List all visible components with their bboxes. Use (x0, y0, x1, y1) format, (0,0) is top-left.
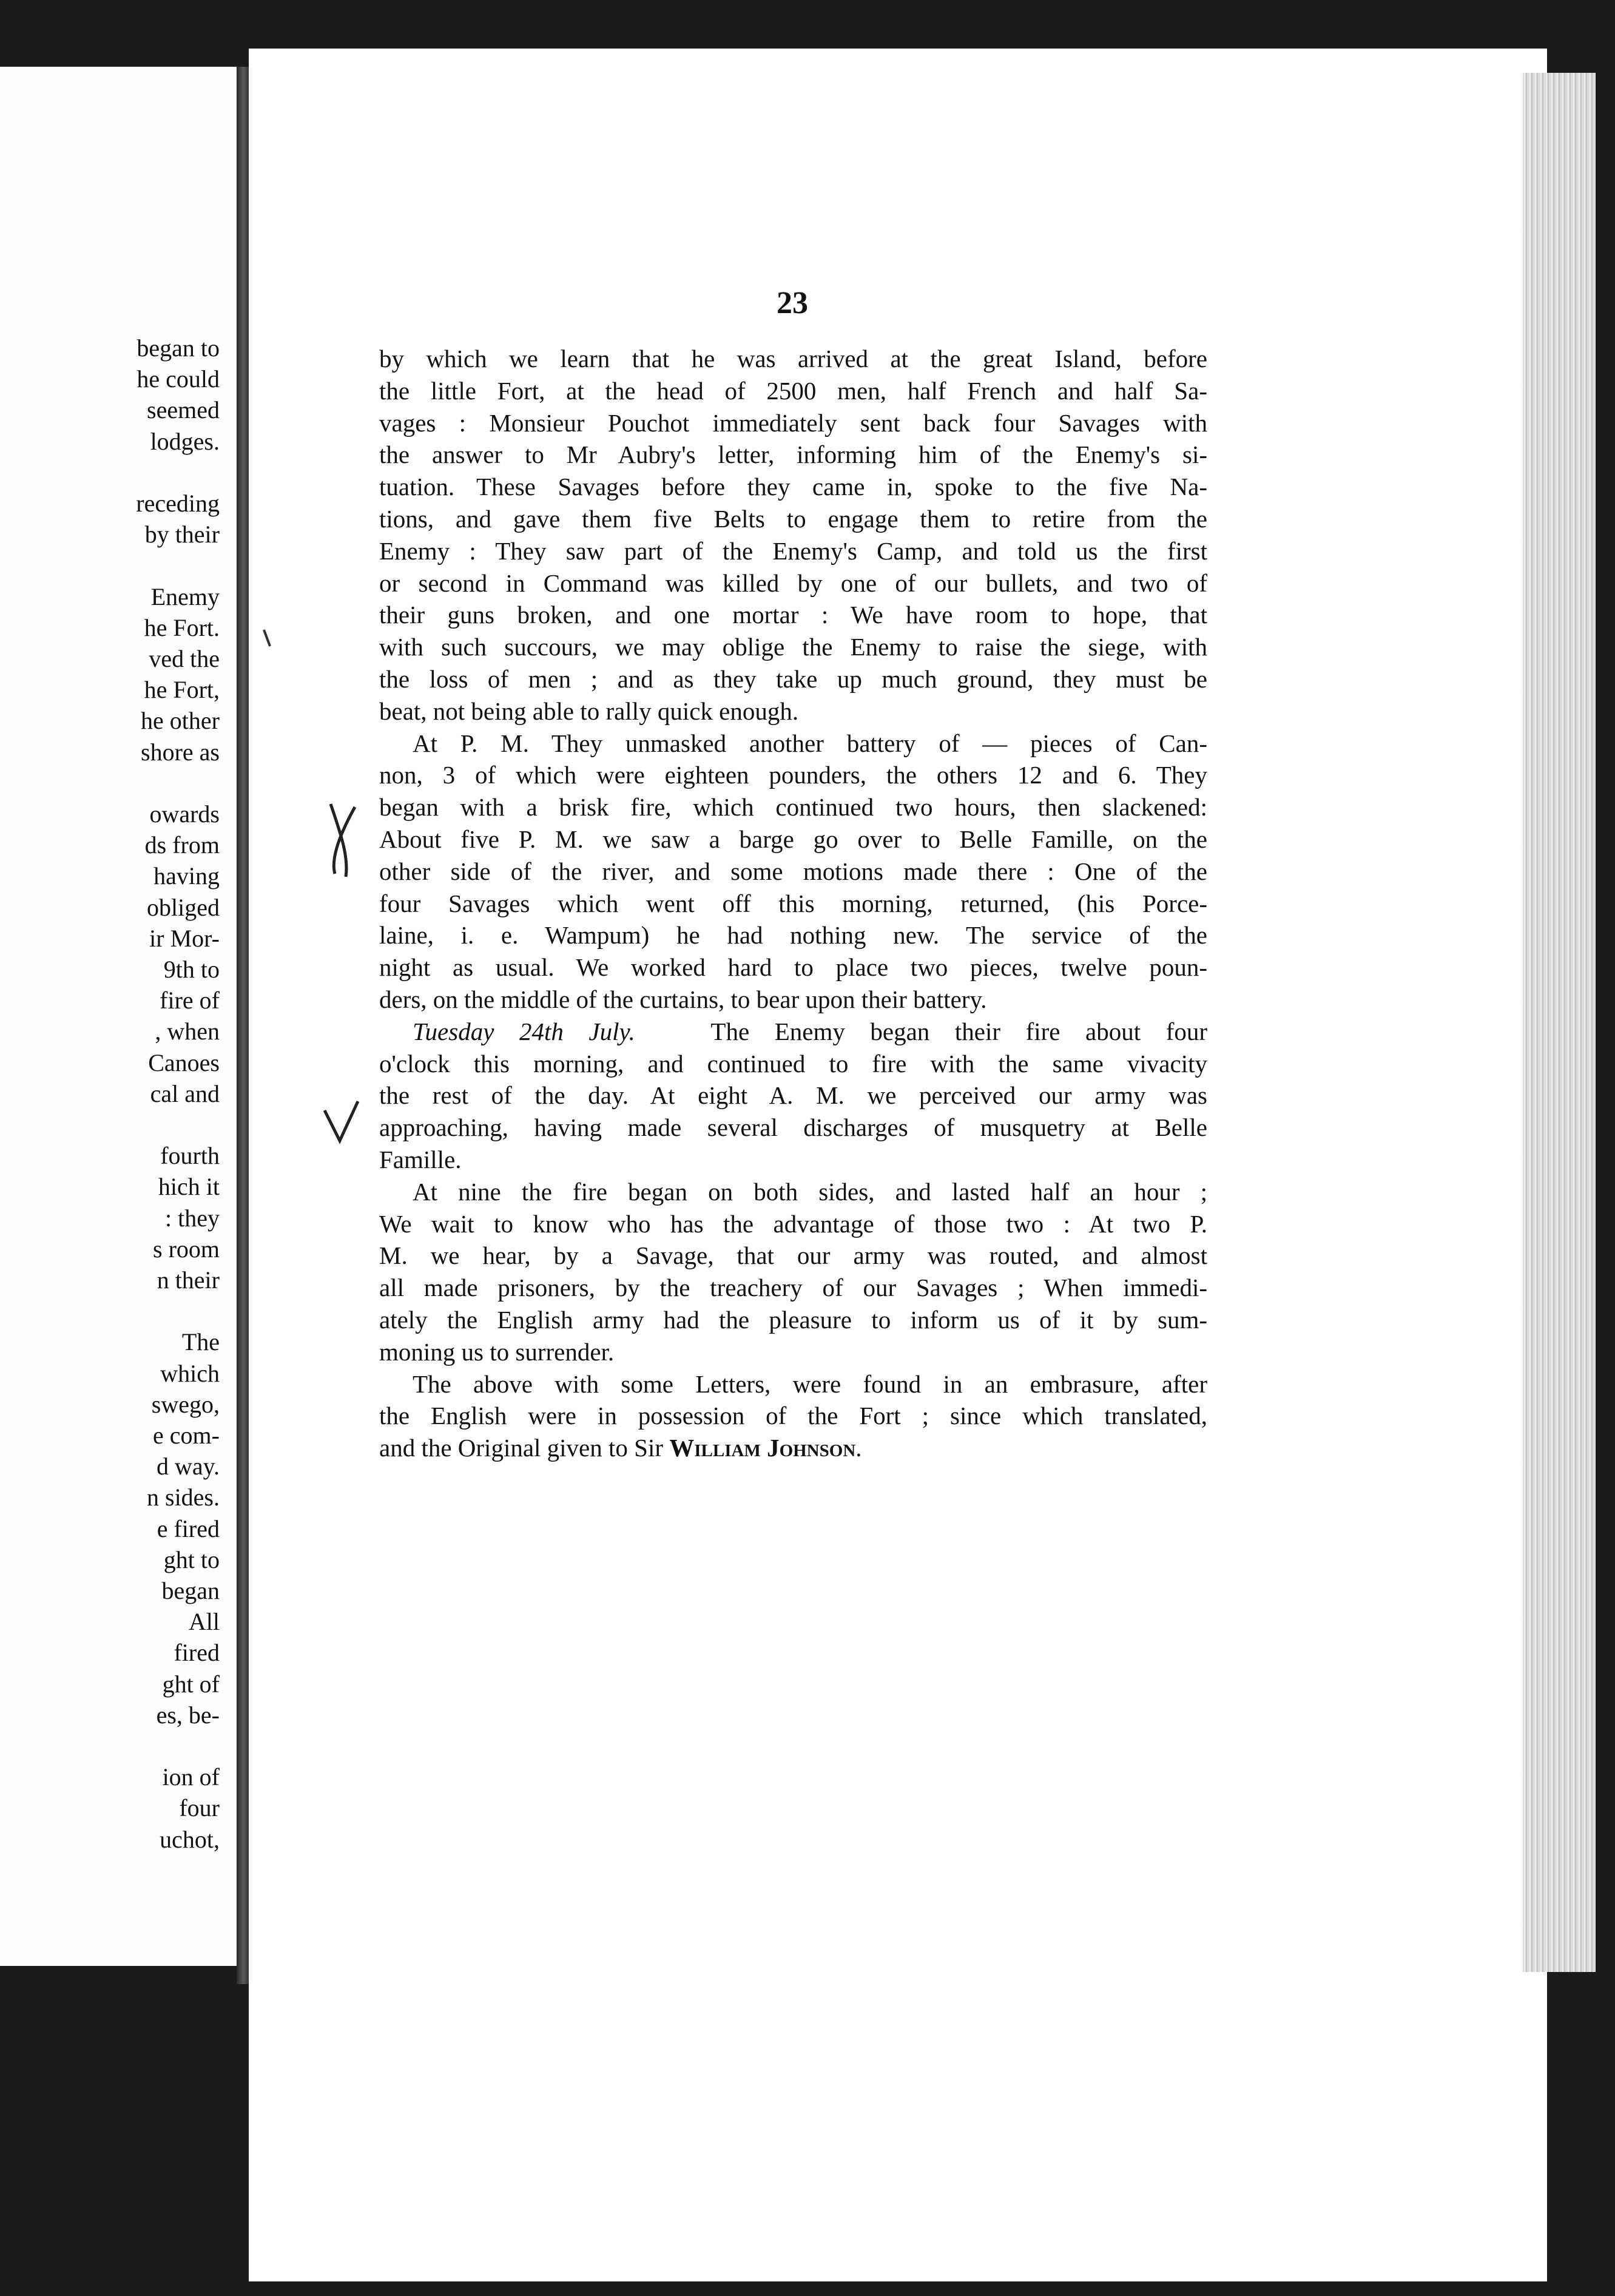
text-line: all made prisoners, by the treachery of our Savages ; When immedi- (379, 1274, 1207, 1302)
left-page-line: ght to (163, 1545, 220, 1573)
left-page-line: es, be- (156, 1701, 220, 1729)
left-page-line: began to (137, 334, 220, 362)
left-page-line: All (188, 1608, 220, 1636)
text-line: night as usual. We worked hard to place two pieces, twelve poun- (379, 953, 1207, 982)
page-number: 23 (777, 286, 808, 320)
text-line: the answer to Mr Aubry's letter, informing him of the Enemy's si- (379, 441, 1207, 469)
date-heading: Tuesday 24th July. (413, 1017, 635, 1045)
text-line: Famille. (379, 1145, 462, 1173)
left-page-line: obliged (147, 893, 220, 921)
left-page-line: lodges. (150, 427, 220, 455)
text-line: At P. M. They unmasked another battery of — pieces of Can- (413, 729, 1207, 757)
text-line: approaching, having made several discharges of musquetry at Belle (379, 1113, 1207, 1142)
text-line: o'clock this morning, and continued to fire with the same vivacity (379, 1049, 1207, 1078)
text-line: their guns broken, and one mortar : We have room to hope, that (379, 601, 1207, 629)
left-page-line: s room (153, 1235, 220, 1263)
text-line: non, 3 of which were eighteen pounders, the others 12 and 6. They (379, 761, 1207, 789)
text-line: by which we learn that he was arrived at the great Island, before (379, 345, 1207, 373)
text-line: four Savages which went off this morning, returned, (his Porce- (379, 889, 1207, 917)
left-page-line: fired (174, 1639, 220, 1667)
text-line: with such succours, we may oblige the Enemy to raise the siege, with (379, 633, 1207, 661)
text-line: ders, on the middle of the curtains, to bear upon their battery. (379, 985, 987, 1013)
margin-check-mark (325, 1101, 358, 1141)
left-page-line: Canoes (148, 1048, 220, 1076)
signature-suffix: . (855, 1434, 862, 1462)
text-line: tions, and gave them five Belts to engage them to retire from the (379, 504, 1207, 533)
text-line: At nine the fire began on both sides, and lasted half an hour ; (413, 1177, 1207, 1206)
text-line: The Enemy began their fire about four (710, 1017, 1208, 1045)
text-line: laine, i. e. Wampum) he had nothing new. The service of the (379, 921, 1207, 950)
left-page-line: n sides. (147, 1484, 220, 1511)
text-line: tuation. These Savages before they came in, spoke to the five Na- (379, 473, 1207, 501)
left-page-line: ght of (162, 1670, 220, 1698)
text-line: ately the English army had the pleasure to inform us of it by sum- (379, 1305, 1207, 1334)
text-line: other side of the river, and some motions made there : One of the (379, 857, 1207, 885)
left-page-line: owards (149, 800, 220, 828)
left-page-line: e com- (153, 1422, 220, 1449)
left-page-line: which (160, 1359, 220, 1387)
left-page-line: fourth (160, 1142, 220, 1170)
left-page-line: receding (136, 490, 220, 517)
left-page-line: having (153, 862, 220, 890)
text-line: We wait to know who has the advantage of those two : At two P. (379, 1209, 1207, 1238)
text-line: and the Original given to Sir (379, 1434, 670, 1462)
left-page-line: ved the (149, 645, 220, 672)
left-page-line: , when (155, 1018, 220, 1045)
left-page-line: cal and (150, 1079, 220, 1107)
left-page-line: ir Mor- (149, 924, 220, 952)
text-line: the little Fort, at the head of 2500 men, half French and half Sa- (379, 376, 1207, 405)
left-page-line: ds from (144, 831, 220, 859)
left-page-line: fire of (160, 987, 220, 1015)
left-page-line: he could (137, 365, 220, 393)
left-page-line: began (161, 1577, 220, 1604)
left-page-line: d way. (156, 1453, 220, 1481)
left-page-line: Enemy (150, 582, 220, 610)
left-page-line: e fired (157, 1514, 220, 1542)
left-page-line: ion of (162, 1763, 220, 1791)
text-line: the English were in possession of the Fort ; since which translated, (379, 1402, 1207, 1430)
left-page-line: n their (157, 1266, 220, 1294)
text-line: or second in Command was killed by one of our bullets, and two of (379, 569, 1207, 597)
left-page-line: four (179, 1794, 220, 1822)
signature-name: William Johnson (669, 1434, 856, 1462)
margin-x-mark (331, 804, 355, 877)
left-page-line: hich it (158, 1173, 220, 1201)
left-page-line: by their (144, 521, 220, 549)
left-page-line: seemed (147, 396, 220, 424)
text-line: About five P. M. we saw a barge go over to Belle Famille, on the (379, 825, 1207, 853)
left-page-line: he Fort. (144, 613, 220, 641)
text-line: M. we hear, by a Savage, that our army was routed, and almost (379, 1241, 1207, 1270)
text-line: beat, not being able to rally quick enough. (379, 697, 799, 725)
left-page-line: uchot, (160, 1825, 220, 1853)
left-page-line: shore as (141, 738, 220, 766)
text-line: moning us to surrender. (379, 1337, 615, 1366)
text-line: began with a brisk fire, which continued two hours, then slackened: (379, 793, 1207, 822)
text-line: vages : Monsieur Pouchot immediately sent back four Savages with (379, 408, 1207, 437)
left-page-line: he other (141, 707, 220, 735)
text-line: the loss of men ; and as they take up much ground, they must be (379, 664, 1207, 693)
left-page-line: swego, (151, 1390, 220, 1418)
left-page-line: : they (165, 1204, 220, 1232)
text-line: The above with some Letters, were found in an embrasure, after (413, 1369, 1207, 1398)
text-line: the rest of the day. At eight A. M. we perceived our army was (379, 1081, 1207, 1110)
left-page-line: The (181, 1328, 220, 1356)
text-line: Enemy : They saw part of the Enemy's Camp, and told us the first (379, 536, 1207, 565)
margin-tick (264, 630, 270, 646)
left-page-line: he Fort, (144, 676, 220, 704)
left-page-line: 9th to (163, 956, 220, 983)
